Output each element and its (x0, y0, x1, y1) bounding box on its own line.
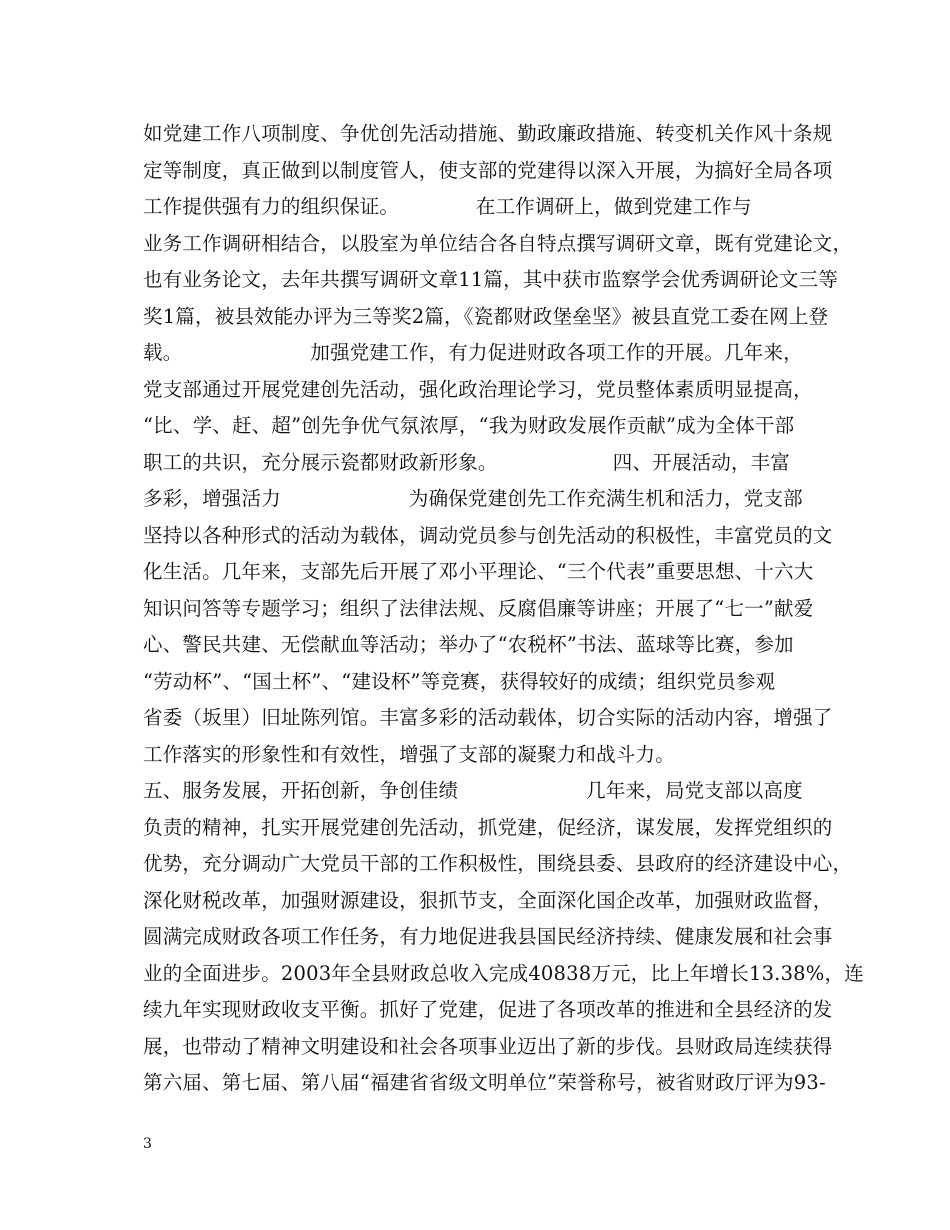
text-line: 心、警民共建、无偿献血等活动；举办了“农税杯”书法、蓝球等比赛，参加 (143, 633, 794, 656)
text-line: 负责的精神，扎实开展党建创先活动，抓党建，促经济，谋发展，发挥党组织的 (143, 815, 833, 839)
text-line: 工作落实的形象性和有效性，增强了支部的凝聚力和战斗力。 (143, 742, 675, 766)
text-line: 深化财税改革，加强财源建设，狠抓节支，全面深化国企改革，加强财政监督， (143, 888, 833, 912)
text-line: “比、学、赶、超”创先争优气氛浓厚，“我为财政发展作贡献”成为全体干部 (143, 414, 795, 437)
text-line: 奖1篇，被县效能办评为三等奖2篇，《瓷都财政堡垒坚》被县直党工委在网上登 (143, 304, 829, 328)
text-line: 五、服务发展，开拓创新，争创佳绩 几年来，局党支部以高度 (143, 779, 803, 802)
page-number: 3 (143, 1136, 152, 1152)
text-line: 业务工作调研相结合，以股室为单位结合各自特点撰写调研文章，既有党建论文， (143, 231, 853, 255)
text-line: 业的全面进步。2003年全县财政总收入完成40838万元，比上年增长13.38%，连 (143, 961, 864, 985)
text-line: 续九年实现财政收支平衡。抓好了党建，促进了各项改革的推进和全县经济的发 (143, 998, 833, 1021)
text-line: 职工的共识，充分展示瓷都财政新形象。 四、开展活动，丰富 (143, 450, 791, 474)
text-line: 省委（坂里）旧址陈列馆。丰富多彩的活动载体，切合实际的活动内容，增强了 (143, 706, 833, 729)
text-line: 第六届、第七届、第八届“福建省省级文明单位”荣誉称号，被省财政厅评为93- (143, 1071, 826, 1094)
text-line: 化生活。几年来，支部先后开展了邓小平理论、“三个代表”重要思想、十六大 (143, 560, 814, 583)
text-line: 工作提供强有力的组织保证。 在工作调研上，做到党建工作与 (143, 195, 752, 218)
text-line: 定等制度，真正做到以制度管人，使支部的党建得以深入开展，为搞好全局各项 (143, 158, 833, 182)
text-line: “劳动杯”、“国土杯”、“建设杯”等竞赛，获得较好的成绩；组织党员参观 (143, 669, 776, 693)
text-line: 也有业务论文，去年共撰写调研文章11篇，其中获市监察学会优秀调研论文三等 (143, 268, 839, 291)
text-line: 知识问答等专题学习；组织了法律法规、反腐倡廉等讲座；开展了“七一”献爱 (143, 596, 814, 620)
text-line: 坚持以各种形式的活动为载体，调动党员参与创先活动的积极性，丰富党员的文 (143, 523, 833, 547)
text-line: 圆满完成财政各项工作任务，有力地促进我县国民经济持续、健康发展和社会事 (143, 925, 833, 948)
text-line: 如党建工作八项制度、争优创先活动措施、勤政廉政措施、转变机关作风十条规 (143, 122, 833, 145)
text-line: 载。 加强党建工作，有力促进财政各项工作的开展。几年来， (143, 341, 803, 364)
text-line: 党支部通过开展党建创先活动，强化政治理论学习，党员整体素质明显提高， (143, 377, 813, 401)
text-line: 优势，充分调动广大党员干部的工作积极性，围绕县委、县政府的经济建设中心， (143, 852, 853, 875)
text-line: 展，也带动了精神文明建设和社会各项事业迈出了新的步伐。县财政局连续获得 (143, 1034, 833, 1058)
text-line: 多彩，增强活力 为确保党建创先工作充满生机和活力，党支部 (143, 487, 803, 510)
body-text (143, 116, 864, 1102)
